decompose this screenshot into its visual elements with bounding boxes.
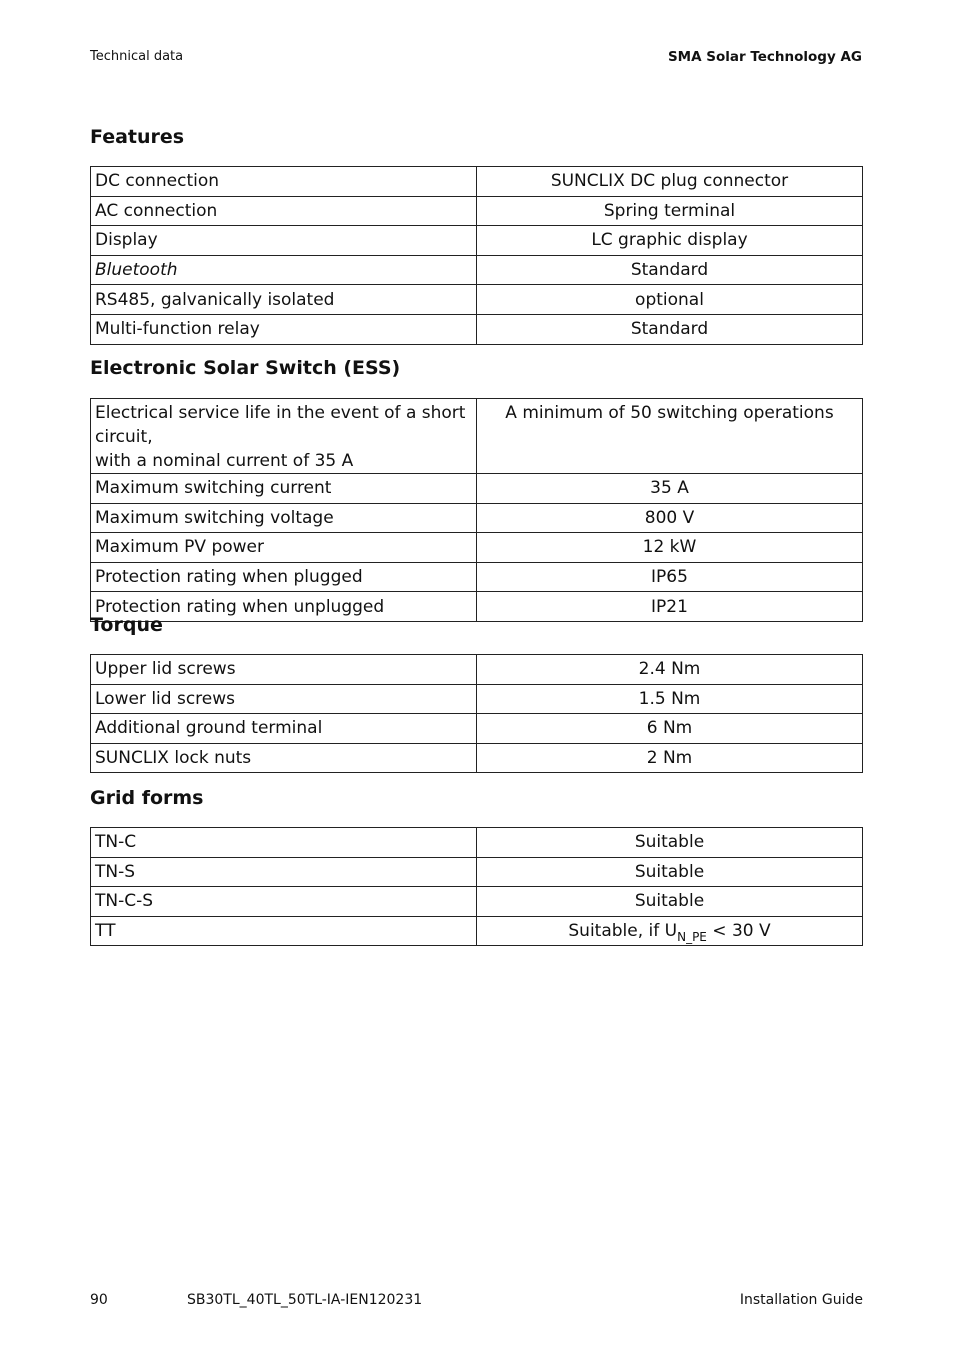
row-label: Maximum PV power bbox=[91, 533, 477, 563]
row-value: 1.5 Nm bbox=[477, 684, 863, 714]
row-label: TN-S bbox=[91, 857, 477, 887]
value-subscript: N_PE bbox=[677, 930, 707, 945]
table-row bbox=[91, 533, 863, 563]
table-row bbox=[91, 592, 863, 622]
row-value: Suitable bbox=[477, 857, 863, 887]
table-row bbox=[91, 887, 863, 917]
row-value: SUNCLIX DC plug connector bbox=[477, 167, 863, 197]
row-value bbox=[477, 916, 863, 946]
row-value: IP21 bbox=[477, 592, 863, 622]
value-suffix: < 30 V bbox=[706, 921, 771, 942]
ess-table bbox=[90, 398, 863, 622]
table-row bbox=[91, 916, 863, 946]
table-row bbox=[91, 828, 863, 858]
row-value: 800 V bbox=[477, 503, 863, 533]
row-label: SUNCLIX lock nuts bbox=[91, 743, 477, 773]
row-label: DC connection bbox=[91, 167, 477, 197]
row-value: 6 Nm bbox=[477, 714, 863, 744]
table-row bbox=[91, 655, 863, 685]
row-label: Maximum switching current bbox=[91, 474, 477, 504]
row-value: Standard bbox=[477, 314, 863, 344]
table-row bbox=[91, 196, 863, 226]
row-label: Lower lid screws bbox=[91, 684, 477, 714]
table-row bbox=[91, 743, 863, 773]
running-header-left: Technical data bbox=[90, 49, 184, 64]
row-value: IP65 bbox=[477, 562, 863, 592]
row-label: Additional ground terminal bbox=[91, 714, 477, 744]
table-row bbox=[91, 167, 863, 197]
row-label bbox=[91, 399, 477, 474]
running-header-right: SMA Solar Technology AG bbox=[667, 49, 862, 65]
table-row bbox=[91, 474, 863, 504]
features-table bbox=[90, 166, 863, 345]
section-title-features: Features bbox=[90, 126, 185, 148]
row-value: A minimum of 50 switching operations bbox=[477, 399, 863, 474]
row-value: Standard bbox=[477, 255, 863, 285]
row-label: Maximum switching voltage bbox=[91, 503, 477, 533]
torque-table bbox=[90, 654, 863, 773]
row-label: RS485, galvanically isolated bbox=[91, 285, 477, 315]
row-label: Protection rating when unplugged bbox=[91, 592, 477, 622]
section-title-ess: Electronic Solar Switch (ESS) bbox=[90, 357, 401, 379]
row-label: TT bbox=[91, 916, 477, 946]
table-row bbox=[91, 503, 863, 533]
row-label: Multi-function relay bbox=[91, 314, 477, 344]
row-label-line: with a nominal current of 35 A bbox=[95, 451, 354, 471]
section-title-torque: Torque bbox=[90, 614, 163, 636]
row-value: 2.4 Nm bbox=[477, 655, 863, 685]
value-prefix: Suitable, if U bbox=[568, 921, 678, 942]
row-label: Protection rating when plugged bbox=[91, 562, 477, 592]
row-label: Display bbox=[91, 226, 477, 256]
page-number: 90 bbox=[90, 1292, 108, 1308]
row-label: TN-C bbox=[91, 828, 477, 858]
table-row bbox=[91, 255, 863, 285]
row-value: 12 kW bbox=[477, 533, 863, 563]
row-label: AC connection bbox=[91, 196, 477, 226]
table-row bbox=[91, 314, 863, 344]
table-row bbox=[91, 562, 863, 592]
row-value: Suitable bbox=[477, 887, 863, 917]
grid-forms-table bbox=[90, 827, 863, 946]
guide-title: Installation Guide bbox=[739, 1292, 863, 1308]
row-label: Bluetooth bbox=[91, 255, 477, 285]
table-row bbox=[91, 285, 863, 315]
row-label: TN-C-S bbox=[91, 887, 477, 917]
table-row bbox=[91, 857, 863, 887]
row-value: Spring terminal bbox=[477, 196, 863, 226]
row-value: LC graphic display bbox=[477, 226, 863, 256]
document-id: SB30TL_40TL_50TL-IA-IEN120231 bbox=[187, 1292, 423, 1308]
table-row bbox=[91, 399, 863, 474]
table-row bbox=[91, 714, 863, 744]
row-value: 2 Nm bbox=[477, 743, 863, 773]
table-row bbox=[91, 226, 863, 256]
row-label-line: Electrical service life in the event of a short circuit, bbox=[95, 403, 466, 447]
row-value: optional bbox=[477, 285, 863, 315]
row-value: 35 A bbox=[477, 474, 863, 504]
section-title-grid-forms: Grid forms bbox=[90, 787, 204, 809]
table-row bbox=[91, 684, 863, 714]
row-label: Upper lid screws bbox=[91, 655, 477, 685]
row-value: Suitable bbox=[477, 828, 863, 858]
